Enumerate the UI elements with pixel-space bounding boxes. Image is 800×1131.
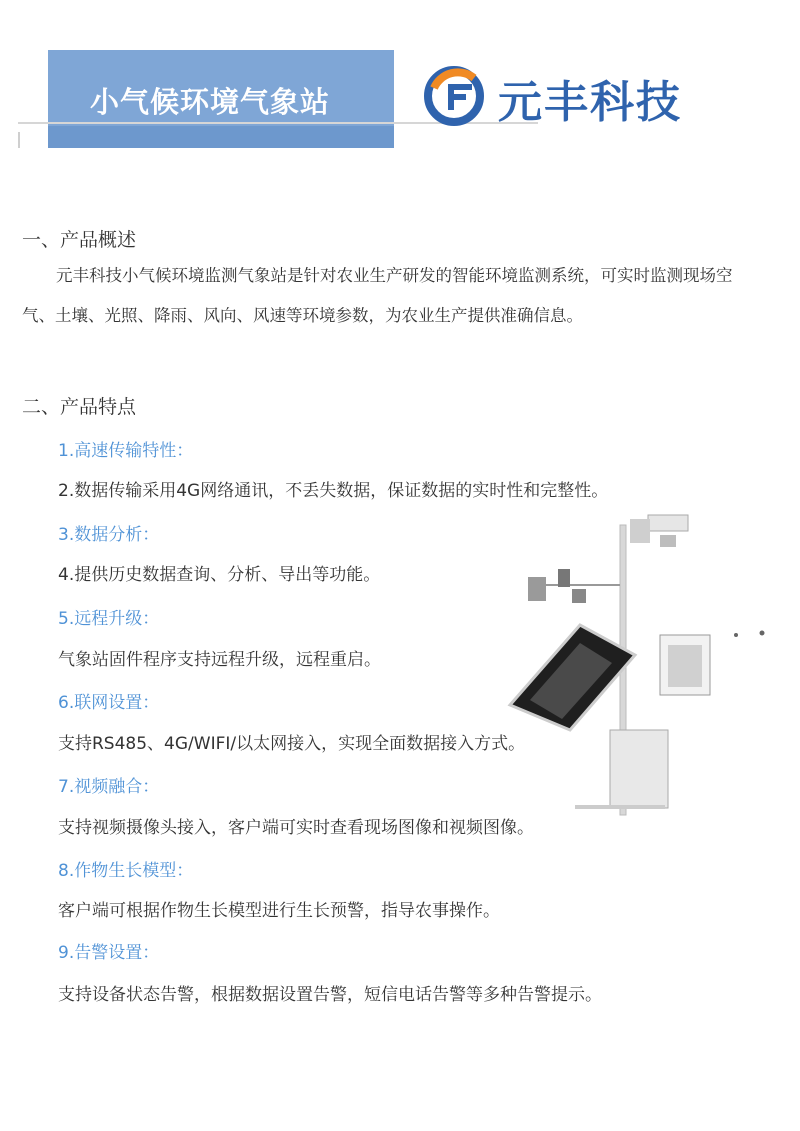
feature-text: 支持RS485、4G/WIFI/以太网接入，实现全面数据接入方式。 — [58, 734, 526, 754]
feature-title: 7.视频融合： — [58, 777, 160, 797]
feature-text: 支持视频摄像头接入，客户端可实时查看现场图像和视频图像。 — [58, 818, 534, 838]
feature-text: 客户端可根据作物生长模型进行生长预警，指导农事操作。 — [58, 901, 500, 921]
weather-station-image — [500, 505, 780, 825]
feature-text: 气象站固件程序支持远程升级，远程重启。 — [58, 650, 381, 670]
feature-title: 8.作物生长模型： — [58, 861, 194, 881]
header-corner-mark — [18, 132, 50, 148]
logo-text: 元丰科技 — [498, 77, 682, 128]
overview-paragraph: 元丰科技小气候环境监测气象站是针对农业生产研发的智能环境监测系统，可实时监测现场空气、土壤、光照、降雨、风向、风速等环境参数，为农业生产提供准确信息。 — [22, 266, 733, 325]
feature-title: 9.告警设置： — [58, 943, 160, 963]
section-title-features: 二、产品特点 — [22, 396, 137, 418]
feature-title: 3.数据分析： — [58, 525, 160, 545]
section-title-overview: 一、产品概述 — [22, 229, 137, 251]
feature-title: 5.远程升级： — [58, 609, 160, 629]
feature-text: 2.数据传输采用4G网络通讯，不丢失数据，保证数据的实时性和完整性。 — [58, 481, 609, 501]
feature-text: 4.提供历史数据查询、分析、导出等功能。 — [58, 565, 381, 585]
logo-icon — [420, 64, 492, 128]
brand-logo — [420, 64, 730, 128]
page-title: 小气候环境气象站 — [90, 85, 331, 119]
feature-title: 1.高速传输特性： — [58, 441, 194, 461]
feature-title: 6.联网设置： — [58, 693, 160, 713]
feature-text: 支持设备状态告警，根据数据设置告警，短信电话告警等多种告警提示。 — [58, 985, 602, 1005]
